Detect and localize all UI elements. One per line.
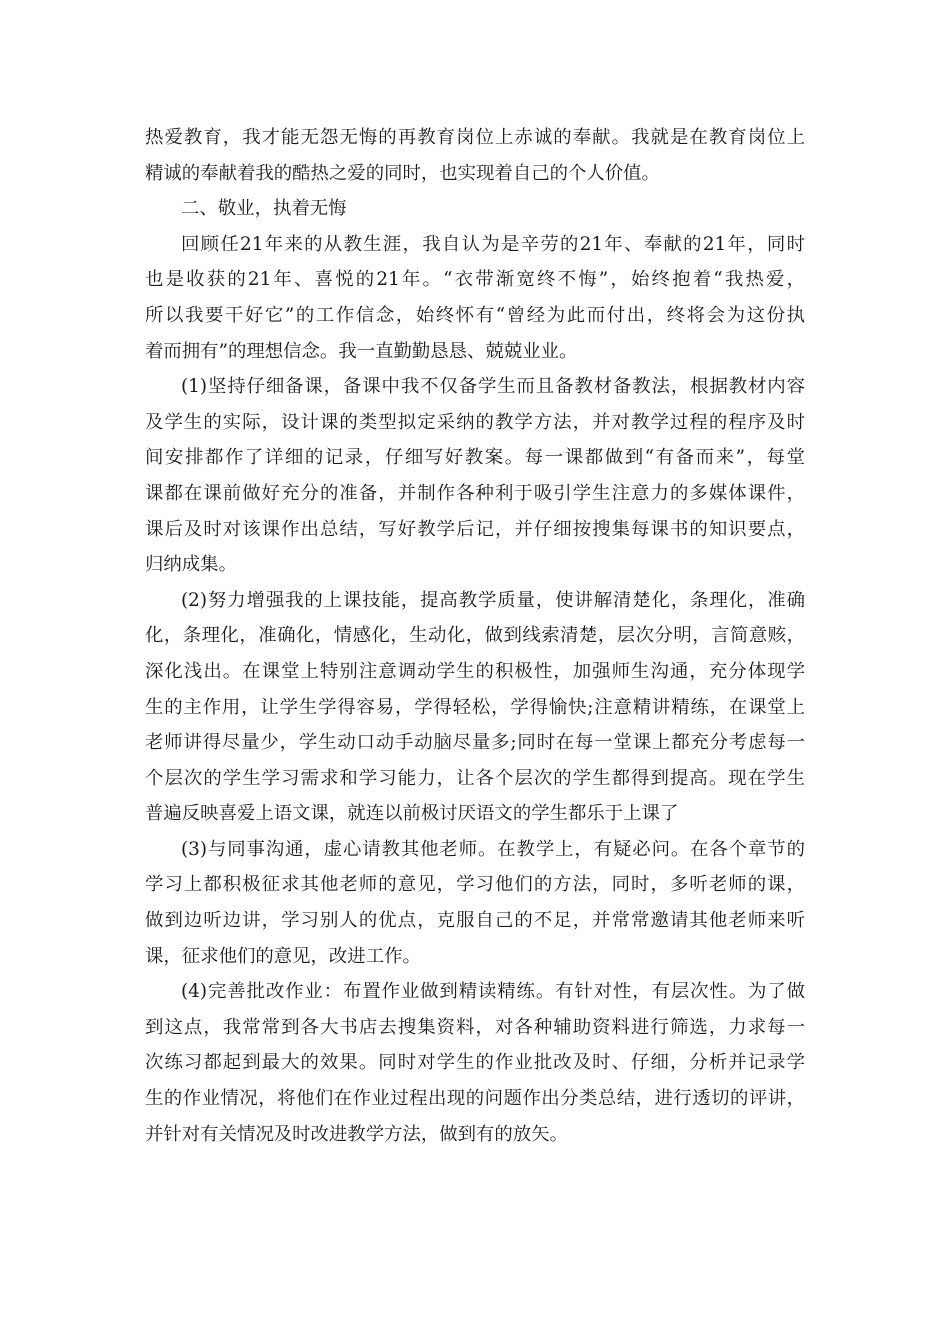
text-line: (3)与同事沟通，虚心请教其他老师。在教学上，有疑必问。在各个章节的 bbox=[181, 838, 805, 860]
text-line: 次练习都起到最大的效果。同时对学生的作业批改及时、仔细，分析并记录学 bbox=[145, 1052, 805, 1074]
text-line: 深化浅出。在课堂上特别注意调动学生的积极性，加强师生沟通，充分体现学 bbox=[145, 660, 805, 682]
text-line: 化，条理化，准确化，情感化，生动化，做到线索清楚，层次分明，言简意赅， bbox=[145, 625, 805, 647]
text-line: 也是收获的21年、喜悦的21年。“衣带渐宽终不悔”，始终抱着“我热爱， bbox=[145, 269, 805, 291]
text-line: 学习上都积极征求其他老师的意见，学习他们的方法，同时，多听老师的课， bbox=[145, 874, 805, 896]
text-line: (4)完善批改作业：布置作业做到精读精练。有针对性，有层次性。为了做 bbox=[181, 981, 805, 1003]
text-line: 生的主作用，让学生学得容易，学得轻松，学得愉快;注意精讲精练，在课堂上 bbox=[145, 696, 805, 718]
text-line: 二、敬业，执着无悔 bbox=[181, 198, 347, 220]
text-line: 生的作业情况，将他们在作业过程出现的问题作出分类总结，进行透切的评讲， bbox=[145, 1088, 805, 1110]
text-line: 及学生的实际，设计课的类型拟定采纳的教学方法，并对教学过程的程序及时 bbox=[145, 411, 805, 433]
text-line: 回顾任21年来的从教生涯，我自认为是辛劳的21年、奉献的21年，同时 bbox=[181, 233, 805, 255]
text-line: (2)努力增强我的上课技能，提高教学质量，使讲解清楚化，条理化，准确 bbox=[181, 589, 805, 611]
text-line: 并针对有关情况及时改进教学方法，做到有的放矢。 bbox=[145, 1123, 568, 1145]
text-line: 到这点，我常常到各大书店去搜集资料，对各种辅助资料进行筛选，力求每一 bbox=[145, 1016, 805, 1038]
text-line: 课，征求他们的意见，改进工作。 bbox=[145, 945, 421, 967]
text-line: 做到边听边讲，学习别人的优点，克服自己的不足，并常常邀请其他老师来听 bbox=[145, 910, 805, 932]
text-line: 普遍反映喜爱上语文课，就连以前极讨厌语文的学生都乐于上课了 bbox=[145, 803, 679, 825]
text-line: 所以我要干好它”的工作信念，始终怀有“曾经为此而付出，终将会为这份执 bbox=[145, 304, 805, 326]
text-line: 间安排都作了详细的记录，仔细写好教案。每一课都做到“有备而来”，每堂 bbox=[145, 447, 805, 469]
text-line: (1)坚持仔细备课，备课中我不仅备学生而且备教材备教法，根据教材内容 bbox=[181, 376, 805, 398]
text-line: 个层次的学生学习需求和学习能力，让各个层次的学生都得到提高。现在学生 bbox=[145, 767, 805, 789]
text-line: 课都在课前做好充分的准备，并制作各种利于吸引学生注意力的多媒体课件， bbox=[145, 482, 805, 504]
document-page bbox=[145, 120, 805, 1152]
text-line: 精诚的奉献着我的酷热之爱的同时，也实现着自己的个人价值。 bbox=[145, 162, 660, 184]
text-line: 归纳成集。 bbox=[145, 554, 237, 576]
text-line: 热爱教育，我才能无怨无悔的再教育岗位上赤诚的奉献。我就是在教育岗位上 bbox=[145, 127, 805, 148]
text-line: 课后及时对该课作出总结，写好教学后记，并仔细按搜集每课书的知识要点， bbox=[145, 518, 805, 540]
text-line: 着而拥有”的理想信念。我一直勤勤恳恳、兢兢业业。 bbox=[145, 340, 578, 362]
text-line: 老师讲得尽量少，学生动口动手动脑尽量多;同时在每一堂课上都充分考虑每一 bbox=[145, 732, 805, 754]
